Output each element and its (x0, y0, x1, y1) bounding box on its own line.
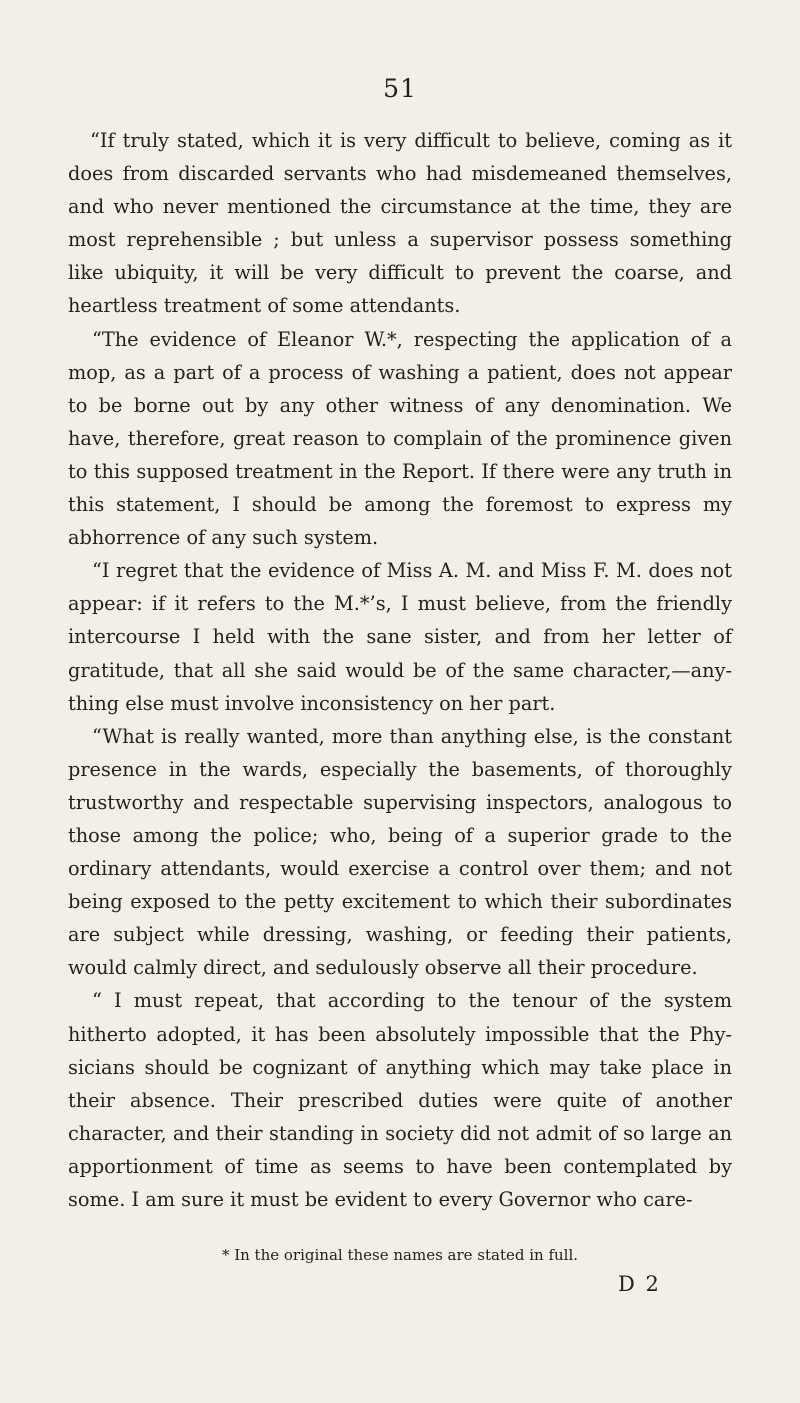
paragraph: “What is really wanted, more than anything else, is the constant presence in the wards, especially the basements, of thoroughly trustworthy and respectable supervising inspectors, analogous to those among the police; who, being of a superior grade to the ordinary attendants, would exercise a control over them; and not being exposed to the petty excitement to which their subordinates are subject while dressing, washing, or feeding their patients, would calmly direct, and sedulously observe all their procedure. (68, 724, 732, 980)
signature-mark: D 2 (618, 1272, 661, 1296)
paragraph: “I regret that the evidence of Miss A. M. and Miss F. M. does not appear: if it refers to the M.*’s, I must believe, from the friendly intercourse I held with the sane sister, and from her letter of gratitude, that all she said would be of the same character,—anything else must involve inconsistency on her part. (68, 559, 732, 715)
page-number: 51 (383, 74, 417, 103)
paragraph: “If truly stated, which it is very difficult to believe, coming as it does from discarded servants who had misdemeaned themselves, and who never mentioned the circumstance at the time, they are most reprehensible ; but unless a supervisor possess something like ubiquity, it will be very difficult to prevent the coarse, and heartless treatment of some attendants. (68, 129, 732, 318)
paragraph: “ I must repeat, that according to the tenour of the system hitherto adopted, it has been absolutely impossible that the Physicians should be cognizant of anything which may take place in their absence. Their prescribed duties were quite of another character, and their standing in society did not admit of so large an apportionment of time as seems to have been contemplated by some. I am sure it must be evident to every Governor who care- (68, 989, 732, 1211)
body-text (68, 124, 732, 1216)
footnote: * In the original these names are stated in full. (221, 1246, 579, 1264)
paragraph: “The evidence of Eleanor W.*, respecting the application of a mop, as a part of a process of washing a patient, does not appear to be borne out by any other witness of any denomination. We have, therefore, great reason to complain of the prominence given to this supposed treatment in the Report. If there were any truth in this statement, I should be among the foremost to express my abhorrence of any such system. (68, 327, 732, 550)
